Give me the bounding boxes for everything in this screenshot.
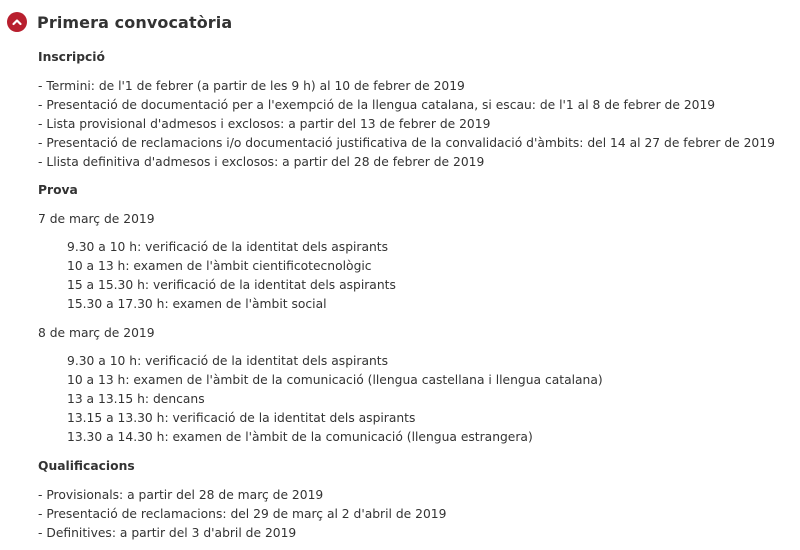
prova-day2-date: 8 de març de 2019 (38, 326, 155, 340)
schedule-item: 13.15 a 13.30 h: verificació de la identitat dels aspirants (67, 411, 416, 425)
chevron-up-icon (11, 16, 23, 28)
inscripcio-item: - Lista provisional d'admesos i exclosos: a partir del 13 de febrer de 2019 (38, 117, 491, 131)
qualificacions-item: - Provisionals: a partir del 28 de març de 2019 (38, 488, 324, 502)
schedule-item: 10 a 13 h: examen de l'àmbit de la comunicació (llengua castellana i llengua catalana) (67, 373, 603, 387)
inscripcio-item: - Llista definitiva d'admesos i exclosos: a partir del 28 de febrer de 2019 (38, 155, 485, 169)
schedule-item: 10 a 13 h: examen de l'àmbit cientificotecnològic (67, 259, 372, 273)
inscripcio-item: - Presentació de reclamacions i/o documentació justificativa de la convalidació d'àmbits: del 14 al 27 de febrer de 2019 (38, 136, 775, 150)
schedule-item: 9.30 a 10 h: verificació de la identitat dels aspirants (67, 354, 389, 368)
qualificacions-item: - Definitives: a partir del 3 d'abril de 2019 (38, 526, 297, 540)
schedule-item: 13 a 13.15 h: dencans (67, 392, 205, 406)
inscripcio-item: - Presentació de documentació per a l'exempció de la llengua catalana, si escau: de l'1 al 8 de febrer de 2019 (38, 98, 716, 112)
schedule-item: 15 a 15.30 h: verificació de la identitat dels aspirants (67, 278, 396, 292)
prova-heading: Prova (38, 183, 78, 197)
section-title: Primera convocatòria (37, 12, 233, 32)
schedule-item: 9.30 a 10 h: verificació de la identitat dels aspirants (67, 240, 389, 254)
section-header[interactable] (7, 10, 232, 34)
inscripcio-item: - Termini: de l'1 de febrer (a partir de les 9 h) al 10 de febrer de 2019 (38, 79, 465, 93)
schedule-item: 15.30 a 17.30 h: examen de l'àmbit social (67, 297, 327, 311)
schedule-item: 13.30 a 14.30 h: examen de l'àmbit de la comunicació (llengua estrangera) (67, 430, 533, 444)
inscripcio-heading: Inscripció (38, 50, 105, 64)
qualificacions-heading: Qualificacions (38, 459, 135, 473)
collapse-toggle-button[interactable] (7, 12, 27, 32)
qualificacions-item: - Presentació de reclamacions: del 29 de març al 2 d'abril de 2019 (38, 507, 447, 521)
prova-day1-date: 7 de març de 2019 (38, 212, 155, 226)
